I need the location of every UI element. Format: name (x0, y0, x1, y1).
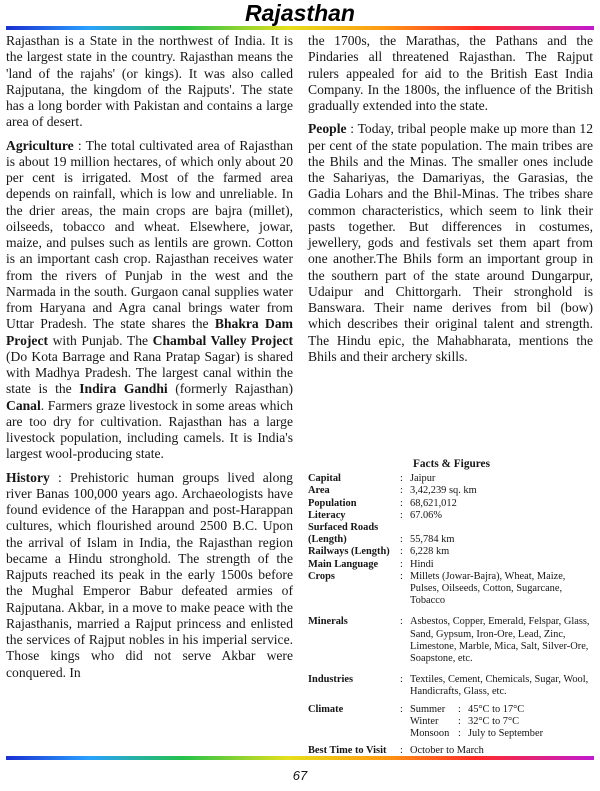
fact-label: Crops (308, 570, 335, 582)
chambal-valley-term: Chambal Valley Project (152, 332, 293, 348)
fact-row: Minerals : Asbestos, Copper, Emerald, Felspar, Glass, Sand, Gypsum, Iron-Ore, Lead, Zinc, Limestone, Marble, Mica, Salt, Silver-Ore, Soapstone, etc. (308, 616, 595, 665)
fact-row: Capital : Jaipur (308, 473, 595, 485)
history-continued-paragraph: the 1700s, the Marathas, the Pathans and the Pindaries all threatened Rajasthan. The Rajput rulers appealed for aid to the British East India Company. In the 1800s, the influence of the British gradually extended into the state. (308, 33, 593, 113)
fact-value: Jaipur (410, 473, 436, 485)
fact-row: Crops : Millets (Jowar-Bajra), Wheat, Maize, Pulses, Oilseeds, Cotton, Sugarcane, Tobacco (308, 571, 595, 608)
climate-monsoon-row: Monsoon : July to September (410, 728, 544, 740)
fact-row: Population : 68,621,012 (308, 498, 595, 510)
fact-value (410, 522, 595, 534)
fact-value: Asbestos, Copper, Emerald, Felspar, Glass, Sand, Gypsum, Iron-Ore, Lead, Zinc, Limestone, Marble, Mica, Salt, Silver-Ore, Soapstone, etc. (410, 616, 590, 665)
fact-value: 3,42,239 sq. km (410, 485, 477, 497)
fact-value: 6,228 km (410, 546, 450, 558)
left-column (6, 33, 293, 681)
fact-row-best-time: Best Time to Visit : October to March (308, 745, 595, 757)
facts-title: Facts & Figures (413, 458, 490, 470)
history-heading: History (6, 469, 50, 485)
people-paragraph: People : Today, tribal people make up more than 12 per cent of the state population. The main tribes are the Bhils and the Minas. The smaller ones include the Sahariyas, the Damariyas, the Garasias, the Gadia Lohars and the Bhil-Minas. The tribes share common characteristics, which seem to link their pasts together. But differences in costumes, jewellery, gods and festivals set them apart from one another.The Bhils form an important group in the southern part of the state around Dungarpur, Udaipur and Chittorgarh. Their stronghold is Banswara. Their name derives from bil (bow) which describes their original talent and strength. The Hindu epic, the Mahabharata, mentions the Bhils and their archery skills. (308, 121, 593, 364)
climate-summer-row: Summer : 45°C to 17°C (410, 703, 525, 715)
right-column (308, 33, 593, 365)
fact-row-climate: Climate : Summer : 45°C to 17°C Winter : 32°C to 7°C Monsoon : July to September (308, 704, 595, 741)
fact-value: Millets (Jowar-Bajra), Wheat, Maize, Pulses, Oilseeds, Cotton, Sugarcane, Tobacco (410, 570, 566, 607)
fact-row: Area : 3,42,239 sq. km (308, 485, 595, 497)
history-paragraph: History : Prehistoric human groups lived along river Banas 100,000 years ago. Archaeologists have found evidence of the Harappan and post-Harappan cultures, which flourished around 2500 B.C. Upon the arrival of Islam in India, the Rajasthan region became a Hindu stronghold. The strength of the Rajputs reached its peak in the early 1500s before the Mughal Emperor Babur defeated armies of Rajputana. Akbar, in a move to make peace with the Rajasthanis, married a Rajput princess and enlisted the services of Rajput nobles in his imperial service. Those kings who did not serve Akbar were conquered. In (6, 469, 293, 680)
fact-row: (Length) : 55,784 km (308, 534, 595, 546)
climate-values (410, 704, 595, 741)
fact-value: 55,784 km (410, 534, 455, 546)
fact-label: Main Language (308, 558, 379, 570)
fact-row: Main Language : Hindi (308, 559, 595, 571)
canal-term: Canal (6, 397, 41, 413)
fact-row: Industries : Textiles, Cement, Chemicals, Sugar, Wool, Handicrafts, Glass, etc. (308, 674, 595, 698)
fact-label: Railways (Length) (308, 546, 390, 558)
fact-label: Industries (308, 674, 354, 686)
fact-label: Best Time to Visit (308, 745, 387, 757)
fact-label: Area (308, 485, 330, 497)
fact-row: Literacy : 67.06% (308, 510, 595, 522)
fact-value: Hindi (410, 558, 434, 570)
bhakra-dam-term: Bhakra Dam Project (6, 316, 293, 348)
fact-label: Literacy (308, 509, 346, 521)
fact-label: Population (308, 497, 357, 509)
fact-value: October to March (410, 745, 484, 757)
fact-label: Climate (308, 703, 344, 715)
fact-label: Minerals (308, 616, 348, 628)
facts-figures-box (308, 458, 595, 757)
page-title: Rajasthan (245, 0, 355, 26)
indira-gandhi-term: Indira Gandhi (79, 381, 168, 397)
fact-row: Railways (Length) : 6,228 km (308, 546, 595, 558)
fact-label: Surfaced Roads (308, 522, 379, 534)
climate-winter-row: Winter : 32°C to 7°C (410, 715, 520, 727)
people-heading: People (308, 121, 347, 137)
fact-value: 67.06% (410, 509, 443, 521)
fact-label: (Length) (308, 534, 347, 546)
fact-value: 68,621,012 (410, 497, 457, 509)
fact-value: Textiles, Cement, Chemicals, Sugar, Wool, Handicrafts, Glass, etc. (410, 674, 589, 698)
fact-row (308, 522, 595, 534)
agriculture-heading: Agriculture (6, 137, 74, 153)
agriculture-paragraph: Agriculture : The total cultivated area of Rajasthan is about 19 million hectares, of which only about 20 per cent is irrigated. Most of the farmed area depends on rainfall, which is low and unreliable. In the drier areas, the main crops are bajra (millet), oilseeds, tobacco and wheat. Elsewhere, jowar, maize, and pulses such as lentils are grown. Cotton is an important cash crop. Rajasthan receives water from the rivers of Punjab in the west and the Narmada in the south. Gurgaon canal supplies water from Haryana and Agra canal brings water from Uttar Pradesh. The state shares the Bhakra Dam Project with Punjab. The Chambal Valley Project (Do Kota Barrage and Rana Pratap Sagar) is shared with Madhya Pradesh. The largest canal within the state is the Indira Gandhi (formerly Rajasthan) Canal. Farmers graze livestock in some areas which are too dry for cultivation. Rajasthan has a large livestock population, including camels. It is India's largest wool-producing state. (6, 137, 294, 462)
top-rainbow-rule (6, 26, 594, 30)
page-number: 67 (292, 768, 308, 783)
intro-paragraph: Rajasthan is a State in the northwest of India. It is the largest state in the country. Rajasthan means the 'land of the rajahs' (or kings). It was also called Rajputana, the kingdom of the Rajputs'. The state has a long border with Pakistan and contains a large area of desert. (6, 33, 293, 130)
fact-label: Capital (308, 473, 341, 485)
bottom-rainbow-rule (6, 756, 594, 760)
